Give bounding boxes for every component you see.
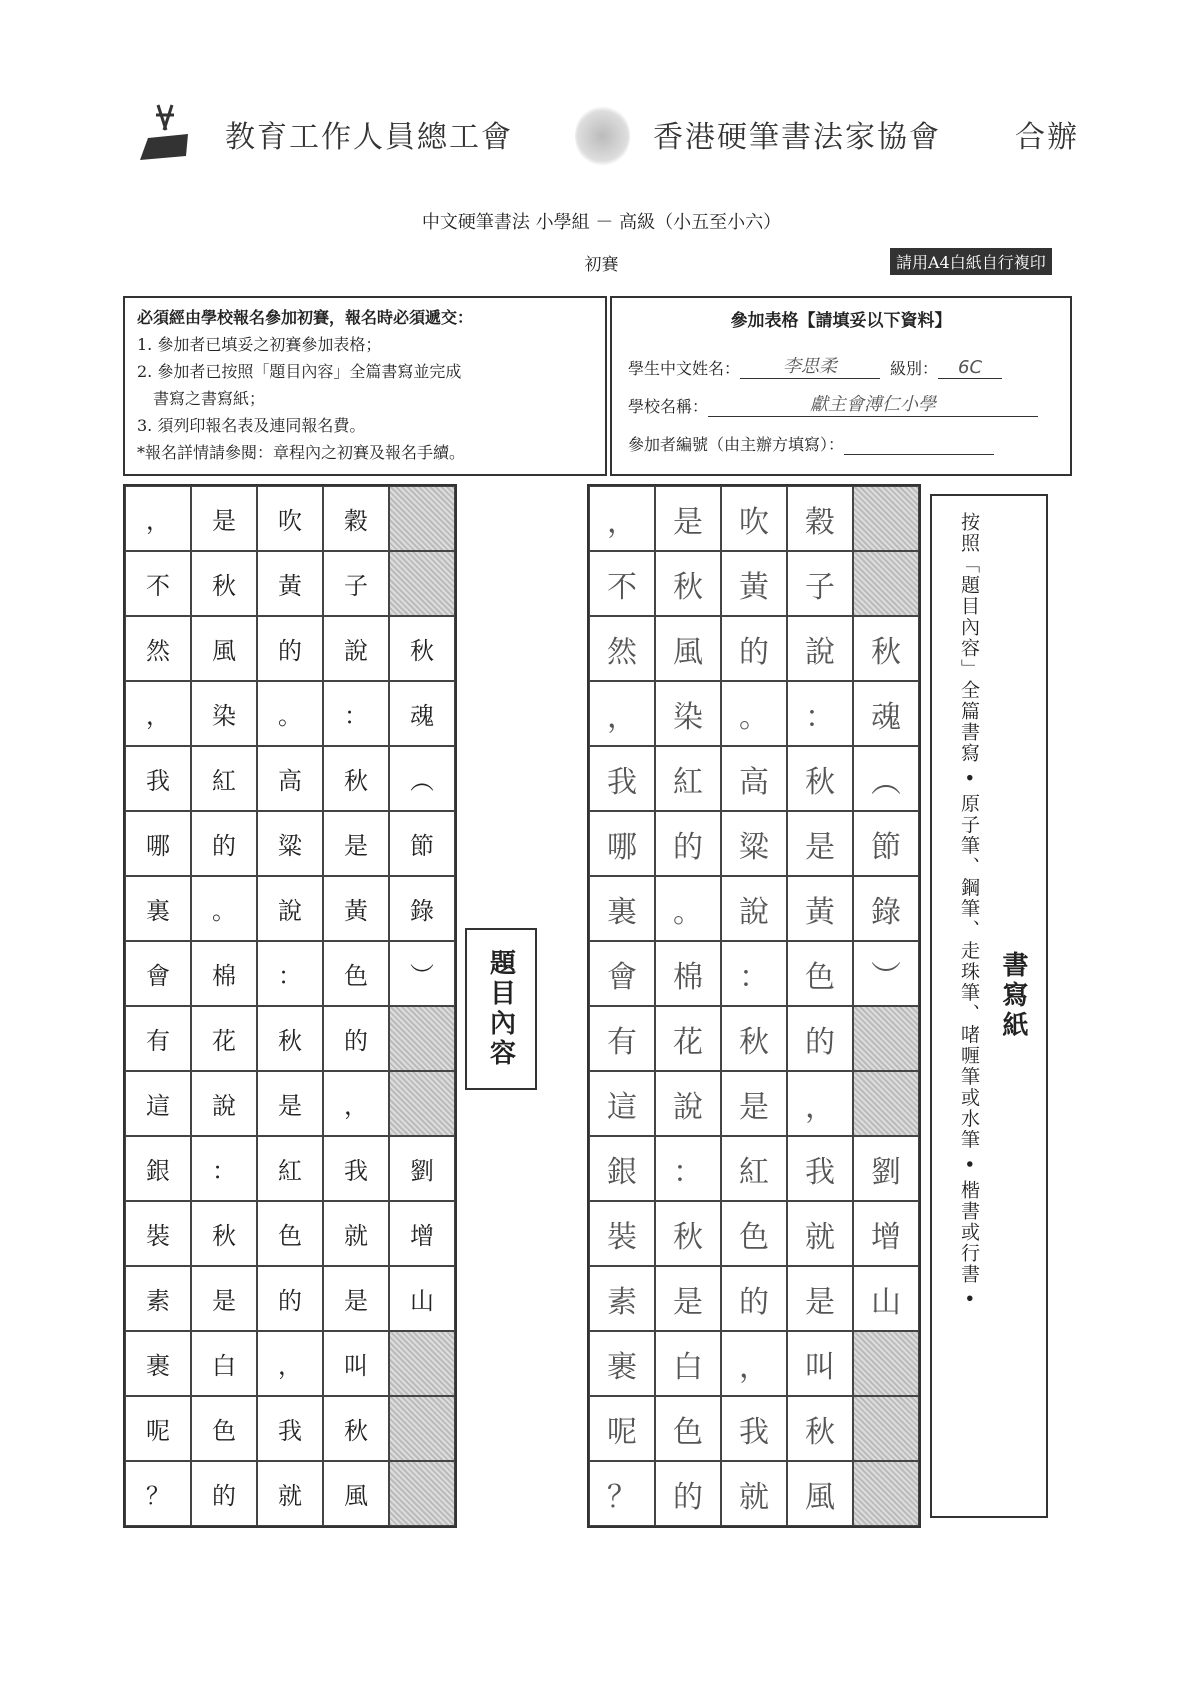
entry-form <box>610 296 1072 476</box>
shaded-cell <box>389 1331 455 1396</box>
grid-cell[interactable]: 魂 <box>853 681 919 746</box>
id-label: 參加者編號（由主辦方填寫）： <box>628 435 845 454</box>
grid-cell: 說 <box>257 876 323 941</box>
grid-cell: 白 <box>191 1331 257 1396</box>
grid-cell[interactable]: 風 <box>655 616 721 681</box>
requirement-item: 書寫之書寫紙； <box>137 389 266 408</box>
grid-cell: ： <box>191 1136 257 1201</box>
grid-cell[interactable]: 黃 <box>787 876 853 941</box>
grid-cell: 裏 <box>125 876 191 941</box>
union-logo-icon <box>138 100 190 170</box>
grid-cell[interactable]: 的 <box>721 1266 787 1331</box>
shaded-cell <box>389 1461 455 1526</box>
grid-cell[interactable]: ： <box>787 681 853 746</box>
grid-cell: 粱 <box>257 811 323 876</box>
grid-cell[interactable]: 裏 <box>589 876 655 941</box>
grid-cell[interactable]: 裝 <box>589 1201 655 1266</box>
topic-label: 題目內容 <box>465 928 537 1090</box>
grid-cell[interactable]: 我 <box>589 746 655 811</box>
grid-cell: 就 <box>257 1461 323 1526</box>
grid-cell: 風 <box>323 1461 389 1526</box>
grid-cell: 是 <box>323 811 389 876</box>
name-field[interactable]: 李思柔 <box>740 352 880 379</box>
grid-cell: 節 <box>389 811 455 876</box>
grid-cell: 是 <box>323 1266 389 1331</box>
grid-cell[interactable]: 色 <box>655 1396 721 1461</box>
grid-cell: ︵ <box>389 746 455 811</box>
grid-cell: ， <box>323 1071 389 1136</box>
grid-cell[interactable]: 秋 <box>655 551 721 616</box>
grid-cell[interactable]: 我 <box>721 1396 787 1461</box>
shaded-cell[interactable] <box>853 486 919 551</box>
requirements-box <box>123 296 607 476</box>
requirement-item: 2. 參加者已按照「題目內容」全篇書寫並完成 <box>137 362 462 381</box>
grid-cell: 裹 <box>125 1331 191 1396</box>
grid-cell[interactable]: 然 <box>589 616 655 681</box>
grid-cell[interactable]: 的 <box>655 1461 721 1526</box>
grid-cell[interactable]: 。 <box>655 876 721 941</box>
grid-cell[interactable]: ， <box>589 681 655 746</box>
grid-cell[interactable]: 說 <box>721 876 787 941</box>
grid-cell: 黃 <box>323 876 389 941</box>
grid-cell: 增 <box>389 1201 455 1266</box>
grid-cell: 我 <box>323 1136 389 1201</box>
grid-cell: 是 <box>257 1071 323 1136</box>
requirements-footnote: *報名詳情請參閱：章程內之初賽及報名手續。 <box>137 443 466 462</box>
grid-cell[interactable]: 黃 <box>721 551 787 616</box>
grid-cell[interactable]: 染 <box>655 681 721 746</box>
grid-cell: 說 <box>191 1071 257 1136</box>
shaded-cell[interactable] <box>853 1331 919 1396</box>
grid-cell: 是 <box>191 1266 257 1331</box>
grid-cell: 棉 <box>191 941 257 1006</box>
instructions-box <box>930 494 1048 1518</box>
grid-cell[interactable]: 錄 <box>853 876 919 941</box>
grid-cell: 的 <box>257 616 323 681</box>
grid-cell: 哪 <box>125 811 191 876</box>
requirement-item: 3. 須列印報名表及連同報名費。 <box>137 416 366 435</box>
joint-label: 合辦 <box>1015 120 1079 155</box>
org-name-1: 教育工作人員總工會 <box>225 120 513 155</box>
grid-cell[interactable]: ︵ <box>853 746 919 811</box>
grid-cell: ， <box>125 681 191 746</box>
grid-cell: 穀 <box>323 486 389 551</box>
grid-cell[interactable]: 山 <box>853 1266 919 1331</box>
grid-cell[interactable]: 說 <box>655 1071 721 1136</box>
shaded-cell[interactable] <box>853 1071 919 1136</box>
grid-cell: 。 <box>257 681 323 746</box>
grid-cell: ？ <box>125 1461 191 1526</box>
grid-cell: 吹 <box>257 486 323 551</box>
grid-cell[interactable]: 的 <box>721 616 787 681</box>
grid-cell[interactable]: ， <box>721 1331 787 1396</box>
grid-cell: ， <box>125 486 191 551</box>
grid-cell[interactable]: 就 <box>787 1201 853 1266</box>
grid-cell[interactable]: 高 <box>721 746 787 811</box>
grid-cell: 山 <box>389 1266 455 1331</box>
grid-cell: 秋 <box>323 746 389 811</box>
participant-id-field[interactable] <box>844 454 994 455</box>
shaded-cell <box>389 1006 455 1071</box>
grid-cell: 色 <box>323 941 389 1006</box>
printed-text-grid <box>123 484 457 1528</box>
grid-cell[interactable]: 白 <box>655 1331 721 1396</box>
requirements-heading: 必須經由學校報名參加初賽，報名時必須遞交： <box>137 308 474 327</box>
grid-cell[interactable]: 有 <box>589 1006 655 1071</box>
grid-cell[interactable]: 說 <box>787 616 853 681</box>
grid-cell[interactable]: 風 <box>787 1461 853 1526</box>
round-label: 初賽 <box>584 255 619 275</box>
print-note: 請用A4白紙自行複印 <box>890 248 1052 275</box>
shaded-cell[interactable] <box>853 1396 919 1461</box>
grid-cell[interactable]: 花 <box>655 1006 721 1071</box>
grid-cell[interactable]: 色 <box>721 1201 787 1266</box>
grid-cell: 風 <box>191 616 257 681</box>
competition-title: 中文硬筆書法 小學組 － 高級（小五至小六） <box>421 212 782 233</box>
shaded-cell[interactable] <box>853 551 919 616</box>
name-label: 學生中文姓名： <box>628 359 741 378</box>
grid-cell[interactable]: 吹 <box>721 486 787 551</box>
grid-cell: 這 <box>125 1071 191 1136</box>
grid-cell: 魂 <box>389 681 455 746</box>
grid-cell[interactable]: 裹 <box>589 1331 655 1396</box>
grid-cell[interactable]: 叫 <box>787 1331 853 1396</box>
grid-cell: ︶ <box>389 941 455 1006</box>
class-field[interactable]: 6C <box>938 357 1002 379</box>
grid-cell: 秋 <box>191 1201 257 1266</box>
grid-cell: 秋 <box>389 616 455 681</box>
requirement-item: 1. 參加者已填妥之初賽參加表格； <box>137 335 382 354</box>
grid-cell: 紅 <box>191 746 257 811</box>
grid-cell[interactable]: 秋 <box>787 1396 853 1461</box>
grid-cell[interactable]: 穀 <box>787 486 853 551</box>
grid-cell: 銀 <box>125 1136 191 1201</box>
grid-cell[interactable]: 這 <box>589 1071 655 1136</box>
grid-cell: 的 <box>323 1006 389 1071</box>
grid-cell: 我 <box>257 1396 323 1461</box>
grid-cell: 花 <box>191 1006 257 1071</box>
grid-cell[interactable]: 是 <box>655 1266 721 1331</box>
grid-cell[interactable]: 劉 <box>853 1136 919 1201</box>
grid-cell: ： <box>257 941 323 1006</box>
grid-cell: 色 <box>191 1396 257 1461</box>
grid-cell[interactable]: 秋 <box>853 616 919 681</box>
grid-cell[interactable]: 的 <box>787 1006 853 1071</box>
grid-cell[interactable]: ， <box>589 486 655 551</box>
grid-cell[interactable]: 會 <box>589 941 655 1006</box>
grid-cell: 我 <box>125 746 191 811</box>
grid-cell[interactable]: 是 <box>721 1071 787 1136</box>
handwriting-grid[interactable] <box>587 484 921 1528</box>
grid-cell: 高 <box>257 746 323 811</box>
grid-cell: 說 <box>323 616 389 681</box>
grid-cell: 會 <box>125 941 191 1006</box>
grid-cell: 呢 <box>125 1396 191 1461</box>
grid-cell[interactable]: 不 <box>589 551 655 616</box>
grid-cell[interactable]: 銀 <box>589 1136 655 1201</box>
grid-cell[interactable]: 色 <box>787 941 853 1006</box>
instructions-text: 按照「題目內容」全篇書寫 • 原子筆、鋼筆、走珠筆、啫喱筆或水筆 • 楷書或行書 • <box>958 512 980 1306</box>
grid-cell: 就 <box>323 1201 389 1266</box>
grid-cell[interactable]: 棉 <box>655 941 721 1006</box>
grid-cell[interactable]: 哪 <box>589 811 655 876</box>
grid-cell[interactable]: 素 <box>589 1266 655 1331</box>
grid-cell[interactable]: 就 <box>721 1461 787 1526</box>
grid-cell: ， <box>257 1331 323 1396</box>
grid-cell: 紅 <box>257 1136 323 1201</box>
grid-cell[interactable]: ？ <box>589 1461 655 1526</box>
shaded-cell[interactable] <box>853 1006 919 1071</box>
grid-cell: 劉 <box>389 1136 455 1201</box>
grid-cell[interactable]: ， <box>787 1071 853 1136</box>
grid-cell[interactable]: 。 <box>721 681 787 746</box>
grid-cell: 子 <box>323 551 389 616</box>
writing-paper-label: 書寫紙 <box>998 951 1028 1041</box>
grid-cell[interactable]: 秋 <box>721 1006 787 1071</box>
class-label: 級別： <box>890 359 939 378</box>
grid-cell: 有 <box>125 1006 191 1071</box>
grid-cell[interactable]: ︶ <box>853 941 919 1006</box>
grid-cell[interactable]: 紅 <box>655 746 721 811</box>
form-heading: 參加表格【請填妥以下資料】 <box>730 311 952 331</box>
grid-cell[interactable]: 是 <box>655 486 721 551</box>
grid-cell: 秋 <box>191 551 257 616</box>
grid-cell: 素 <box>125 1266 191 1331</box>
shaded-cell <box>389 551 455 616</box>
shaded-cell[interactable] <box>853 1461 919 1526</box>
grid-cell[interactable]: 秋 <box>787 746 853 811</box>
grid-cell[interactable]: 是 <box>787 1266 853 1331</box>
grid-cell[interactable]: ： <box>721 941 787 1006</box>
grid-cell: 的 <box>191 811 257 876</box>
school-label: 學校名稱： <box>628 397 709 416</box>
shaded-cell <box>389 486 455 551</box>
grid-cell[interactable]: 是 <box>787 811 853 876</box>
grid-cell: 叫 <box>323 1331 389 1396</box>
grid-cell[interactable]: 增 <box>853 1201 919 1266</box>
grid-cell: 秋 <box>257 1006 323 1071</box>
grid-cell: 染 <box>191 681 257 746</box>
grid-cell[interactable]: ： <box>655 1136 721 1201</box>
grid-cell: 裝 <box>125 1201 191 1266</box>
grid-cell[interactable]: 秋 <box>655 1201 721 1266</box>
grid-cell: 色 <box>257 1201 323 1266</box>
grid-cell: 的 <box>257 1266 323 1331</box>
grid-cell: 不 <box>125 551 191 616</box>
grid-cell: 是 <box>191 486 257 551</box>
grid-cell[interactable]: 紅 <box>721 1136 787 1201</box>
grid-cell: 錄 <box>389 876 455 941</box>
association-seal-icon <box>575 105 630 167</box>
grid-cell[interactable]: 我 <box>787 1136 853 1201</box>
grid-cell[interactable]: 的 <box>655 811 721 876</box>
shaded-cell <box>389 1071 455 1136</box>
grid-cell: 黃 <box>257 551 323 616</box>
grid-cell: 。 <box>191 876 257 941</box>
grid-cell[interactable]: 粱 <box>721 811 787 876</box>
grid-cell[interactable]: 子 <box>787 551 853 616</box>
org-name-2: 香港硬筆書法家協會 <box>653 120 941 155</box>
grid-cell: 然 <box>125 616 191 681</box>
grid-cell[interactable]: 節 <box>853 811 919 876</box>
grid-cell: ： <box>323 681 389 746</box>
school-field[interactable]: 獻主會溥仁小學 <box>708 390 1038 417</box>
grid-cell: 秋 <box>323 1396 389 1461</box>
grid-cell: 的 <box>191 1461 257 1526</box>
shaded-cell <box>389 1396 455 1461</box>
grid-cell[interactable]: 呢 <box>589 1396 655 1461</box>
